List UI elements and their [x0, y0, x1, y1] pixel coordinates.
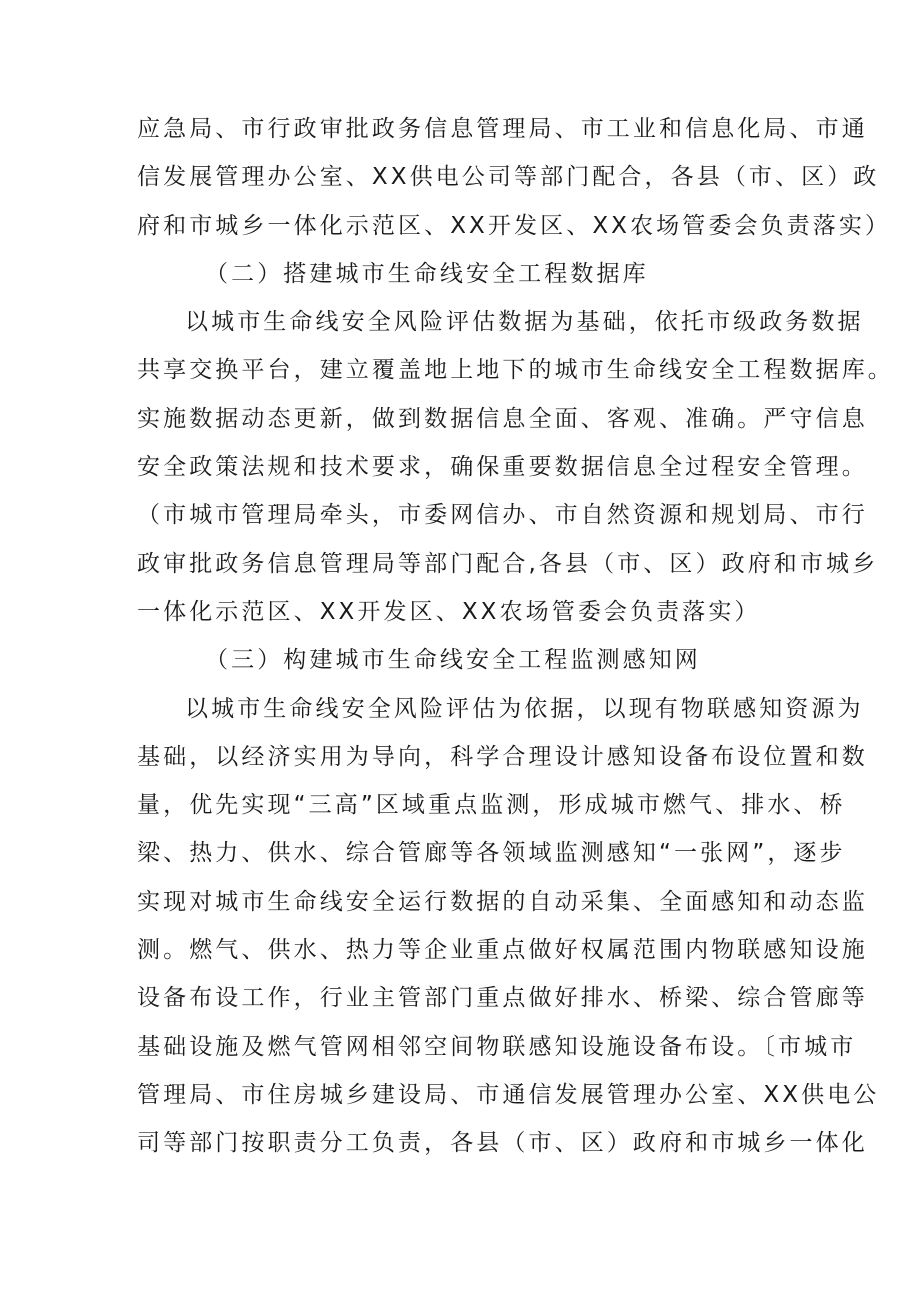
text-line: 一体化示范区、XX开发区、XX农场管委会负责落实）: [137, 598, 761, 625]
text-line: 府和市城乡一体化示范区、XX开发区、XX农场管委会负责落实）: [137, 212, 892, 239]
text-line: 政审批政务信息管理局等部门配合,各县（市、区）政府和市城乡: [137, 550, 879, 577]
text-line: 基础，以经济实用为导向，科学合理设计感知设备布设位置和数: [137, 743, 868, 770]
text-line: 实现对城市生命线安全运行数据的自动采集、全面感知和动态监: [137, 888, 868, 915]
text-line: 应急局、市行政审批政务信息管理局、市工业和信息化局、市通: [137, 116, 868, 142]
document-text: [137, 105, 894, 1168]
text-line: 实施数据动态更新，做到数据信息全面、客观、准确。严守信息: [137, 405, 868, 432]
text-line: 司等部门按职责分工负责，各县（市、区）政府和市城乡一体化: [137, 1130, 868, 1157]
text-line: 管理局、市住房城乡建设局、市通信发展管理办公室、XX供电公: [137, 1081, 880, 1108]
text-line: 设备布设工作，行业主管部门重点做好排水、桥梁、综合管廊等: [137, 985, 868, 1012]
text-line: 梁、热力、供水、综合管廊等各领域监测感知“一张网”，逐步: [137, 840, 846, 867]
text-line: 测。燃气、供水、热力等企业重点做好权属范围内物联感知设施: [137, 937, 868, 964]
section-heading-2: （二）搭建城市生命线安全工程数据库: [205, 260, 649, 287]
text-line: 信发展管理办公室、XX供电公司等部门配合，各县（市、区）政: [137, 164, 880, 191]
text-line: 基础设施及燃气管网相邻空间物联感知设施设备布设。〔市城市: [137, 1033, 857, 1060]
paragraph-start: 以城市生命线安全风险评估数据为基础，依托市级政务数据: [185, 309, 864, 336]
text-line: 安全政策法规和技术要求，确保重要数据信息全过程安全管理。: [137, 454, 868, 481]
section-heading-3: （三）构建城市生命线安全工程监测感知网: [205, 647, 701, 674]
text-line: （市城市管理局牵头，市委网信办、市自然资源和规划局、市行: [137, 502, 868, 529]
text-line: 共享交换平台，建立覆盖地上地下的城市生命线安全工程数据库。: [137, 357, 894, 384]
text-line: 量，优先实现“三高”区域重点监测，形成城市燃气、排水、桥: [137, 792, 846, 819]
paragraph-start: 以城市生命线安全风险评估为依据，以现有物联感知资源为: [185, 695, 864, 722]
